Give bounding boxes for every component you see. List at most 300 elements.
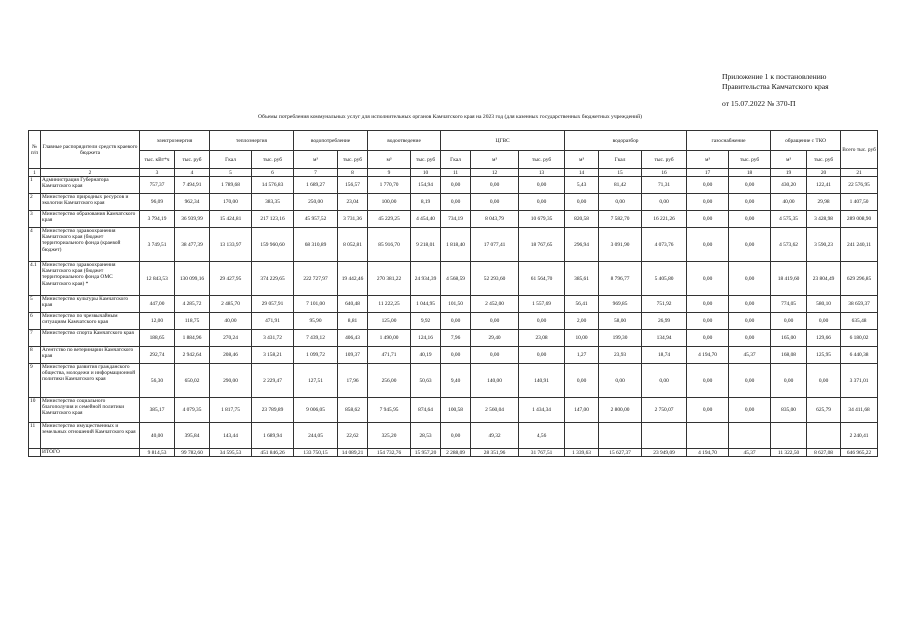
table-cell: 9,40 [441,364,471,398]
table-cell: 2 942,64 [175,347,210,364]
row-number: 1 [29,177,41,194]
table-cell: 130 099,16 [175,262,210,296]
table-cell: 447,00 [140,296,175,313]
row-number: 9 [29,364,41,398]
row-name: Агентство по ветеринарии Камчатского края [41,347,140,364]
table-cell: 0,00 [807,364,841,398]
row-name: Министерство здравоохранения Камчатского края (бюджет территориального фонда ОМС Камчатского края) * [41,262,140,296]
table-cell: 858,62 [338,398,368,423]
table-row [29,177,878,194]
table-cell: 2 485,70 [210,296,252,313]
row-name: Министерство имущественных и земельных отношений Камчатского края [41,423,140,449]
table-cell: 0,00 [771,313,807,330]
table-cell: 270,24 [210,330,252,347]
table-row [29,364,878,398]
table-cell: 10,00 [565,330,599,347]
table-cell: 40,00 [210,313,252,330]
table-cell: 751,92 [642,296,687,313]
table-cell: 29,98 [807,194,841,211]
table-cell: 650,02 [175,364,210,398]
table-cell: 1,27 [565,347,599,364]
table-cell: 4 568,59 [441,262,471,296]
table-cell: 17 077,41 [471,228,519,262]
table-cell: 2 288,09 [441,449,471,457]
table-cell: 0,00 [729,330,771,347]
table-cell: 122,41 [807,177,841,194]
table-cell [807,423,841,449]
table-cell: 270 381,22 [368,262,411,296]
table-cell: 471,71 [368,347,411,364]
unit-header: м³ [565,151,599,169]
table-cell: 406,43 [338,330,368,347]
table-cell: 0,00 [565,364,599,398]
table-cell: 1 339,63 [565,449,599,457]
table-cell: 0,00 [807,313,841,330]
row-name: Министерство спорта Камчатского края [41,330,140,347]
table-cell: 11 222,25 [368,296,411,313]
table-cell: 4 454,40 [411,211,441,228]
table-cell [642,423,687,449]
table-cell: 199,30 [599,330,642,347]
table-cell: 629 296,85 [841,262,878,296]
table-cell: 18 419,60 [771,262,807,296]
table-cell: 100,58 [441,398,471,423]
table-cell: 14 576,83 [252,177,294,194]
row-number: 11 [29,423,41,449]
table-cell: 23,93 [599,347,642,364]
table-cell: 140,00 [471,364,519,398]
unit-header: м³ [687,151,729,169]
table-cell: 124,16 [411,330,441,347]
table-cell: 2,00 [565,313,599,330]
table-cell: 374 229,65 [252,262,294,296]
table-cell: 5,43 [565,177,599,194]
table-cell: 292,74 [140,347,175,364]
group-header: теплоэнергия [210,131,294,151]
table-cell: 23 949,09 [642,449,687,457]
table-cell: 0,00 [642,194,687,211]
table-cell: 8 052,81 [338,228,368,262]
row-name: Министерство по чрезвычайным ситуациям Камчатского края [41,313,140,330]
table-cell: 0,00 [687,296,729,313]
table-cell: 244,05 [294,423,338,449]
table-cell: 0,00 [771,364,807,398]
column-number: 2 [41,169,140,177]
table-cell: 22 576,95 [841,177,878,194]
table-cell: 0,00 [729,364,771,398]
table-cell: 3 749,51 [140,228,175,262]
column-number-row [29,169,878,177]
group-header: водоотведение [368,131,441,151]
table-cell: 4 079,35 [175,398,210,423]
group-header: водопотребление [294,131,368,151]
row-number: 8 [29,347,41,364]
column-number: 12 [471,169,519,177]
table-cell: 0,00 [687,211,729,228]
table-cell: 4 575,35 [771,211,807,228]
table-cell: 1 044,95 [411,296,441,313]
table-cell: 0,00 [471,177,519,194]
table-cell: 8,81 [338,313,368,330]
table-cell: 19 442,46 [338,262,368,296]
table-cell: 0,00 [687,330,729,347]
table-cell: 38 659,37 [841,296,878,313]
table-cell: 0,00 [729,262,771,296]
table-cell: 2 800,00 [599,398,642,423]
column-number: 14 [565,169,599,177]
table-cell: 23,08 [519,330,565,347]
table-cell: 8,19 [411,194,441,211]
table-cell: 56,30 [140,364,175,398]
row-name: Министерство образования Камчатского края [41,211,140,228]
row-name: Министерство здравоохранения Камчатского края (бюджет территориального фонда (краевой бюджет) [41,228,140,262]
table-cell: 14 089,21 [338,449,368,457]
table-cell: 188,65 [140,330,175,347]
table-cell: 45 229,25 [368,211,411,228]
unit-header: тыс. руб [338,151,368,169]
row-number: 10 [29,398,41,423]
table-cell: 38 477,39 [175,228,210,262]
table-cell: 50,63 [411,364,441,398]
table-cell: 0,00 [687,177,729,194]
table-cell: 1 490,00 [368,330,411,347]
table-cell: 3 794,19 [140,211,175,228]
table-cell: 0,00 [729,211,771,228]
table-cell: 2 240,41 [841,423,878,449]
row-number: 5 [29,296,41,313]
table-cell: 100,00 [368,194,411,211]
table-cell: 580,10 [807,296,841,313]
table-cell: 95,90 [294,313,338,330]
header-line-3: от 15.07.2022 № 370-П [722,99,796,108]
table-cell: 241 240,11 [841,228,878,262]
table-cell: 109,37 [338,347,368,364]
table-cell: 9 218,01 [411,228,441,262]
table-cell: 4 194,70 [687,347,729,364]
table-cell: 3 431,72 [252,330,294,347]
unit-header: м³ [368,151,411,169]
table-cell: 101,50 [441,296,471,313]
unit-header: тыс. руб [411,151,441,169]
table-cell: 290,00 [210,364,252,398]
table-row [29,449,878,457]
table-cell: 0,00 [642,364,687,398]
table-cell: 7,96 [441,330,471,347]
table-cell: 0,00 [519,194,565,211]
table-cell: 71,31 [642,177,687,194]
group-header: газоснабжение [687,131,771,151]
table-cell: 6 180,02 [841,330,878,347]
table-cell: 29,40 [471,330,519,347]
row-name: Министерство развития гражданского общества, молодежи и информационной политики Камчатского края [41,364,140,398]
table-cell: 835,00 [771,398,807,423]
table-cell: 0,00 [441,313,471,330]
table-cell: 1 818,40 [441,228,471,262]
table-cell: 29 057,91 [252,296,294,313]
row-number [29,449,41,457]
table-cell: 40,00 [771,194,807,211]
table-cell: 52 293,60 [471,262,519,296]
table-cell: 26,99 [642,313,687,330]
table-cell: 29 427,95 [210,262,252,296]
table-cell: 8 796,77 [599,262,642,296]
table-cell: 3 158,21 [252,347,294,364]
unit-header: тыс. руб [519,151,565,169]
table-cell [729,423,771,449]
table-cell: 159 960,60 [252,228,294,262]
table-cell: 7 582,70 [599,211,642,228]
table-cell: 625,79 [807,398,841,423]
table-cell: 0,00 [687,194,729,211]
unit-header: тыс. руб [642,151,687,169]
column-number: 3 [140,169,175,177]
table-cell: 0,00 [471,347,519,364]
table-cell: 45,37 [729,449,771,457]
table-cell: 34 411,68 [841,398,878,423]
table-cell: 170,00 [210,194,252,211]
table-cell: 5 405,80 [642,262,687,296]
table-cell: 9,92 [411,313,441,330]
table-cell: 85 916,70 [368,228,411,262]
table-cell: 7 945,95 [368,398,411,423]
group-header: обращение с ТКО [771,131,841,151]
table-cell: 1 099,72 [294,347,338,364]
column-number: 8 [338,169,368,177]
table-cell: 1 689,27 [294,177,338,194]
table-cell: 154,94 [411,177,441,194]
table-cell: 296,94 [565,228,599,262]
column-number: 7 [294,169,338,177]
column-number: 5 [210,169,252,177]
table-cell: 68 310,89 [294,228,338,262]
column-number: 21 [841,169,878,177]
row-name: ИТОГО [41,449,140,457]
column-number: 13 [519,169,565,177]
unit-header: Гкал [441,151,471,169]
table-cell: 0,00 [687,262,729,296]
column-number: 20 [807,169,841,177]
row-name: Администрация Губернатора Камчатского края [41,177,140,194]
table-cell: 15 957,20 [411,449,441,457]
table-cell: 28,53 [411,423,441,449]
table-cell: 0,00 [599,364,642,398]
unit-header: м³ [471,151,519,169]
table-cell: 6 440,38 [841,347,878,364]
table-cell: 1 407,50 [841,194,878,211]
table-row [29,211,878,228]
table-cell [687,423,729,449]
column-number: 18 [729,169,771,177]
table-cell: 125,95 [807,347,841,364]
unit-header: Гкал [599,151,642,169]
table-cell: 140,91 [519,364,565,398]
table-cell: 0,00 [729,296,771,313]
table-cell: 13 133,97 [210,228,252,262]
table-cell: 1 884,96 [175,330,210,347]
table-cell: 0,00 [729,177,771,194]
table-cell: 385,61 [565,262,599,296]
table-cell: 40,19 [411,347,441,364]
table-cell: 0,00 [687,313,729,330]
table-cell: 118,75 [175,313,210,330]
table-cell: 451 846,26 [252,449,294,457]
table-cell: 2 452,00 [471,296,519,313]
table-cell: 15 627,37 [599,449,642,457]
table-cell: 757,37 [140,177,175,194]
column-number: 17 [687,169,729,177]
row-name: Министерство природных ресурсов и экологии Камчатского края [41,194,140,211]
table-cell: 0,00 [729,228,771,262]
table-cell: 0,00 [687,364,729,398]
table-cell: 15 424,81 [210,211,252,228]
table-cell: 49,32 [471,423,519,449]
table-cell: 325,20 [368,423,411,449]
table-cell: 56,41 [565,296,599,313]
table-cell: 0,00 [471,194,519,211]
group-header: водоразбор [565,131,687,151]
table-cell: 0,00 [687,228,729,262]
table-cell: 289 008,90 [841,211,878,228]
table-cell: 22,62 [338,423,368,449]
table-cell: 3 371,01 [841,364,878,398]
table-cell: 31 767,51 [519,449,565,457]
table-cell: 1 770,70 [368,177,411,194]
table-cell: 0,00 [687,398,729,423]
table-cell: 250,00 [294,194,338,211]
row-name: Министерство социального благополучия и семейной политики Камчатского края [41,398,140,423]
unit-header: тыс. руб [729,151,771,169]
table-cell: 471,91 [252,313,294,330]
table-cell: 3 731,36 [338,211,368,228]
col-name-header: Главные распорядители средств краевого бюджета [41,131,140,169]
table-cell: 3 428,98 [807,211,841,228]
table-cell: 734,19 [441,211,471,228]
table-cell: 0,00 [441,423,471,449]
table-row [29,423,878,449]
table-cell: 147,00 [565,398,599,423]
unit-header: Гкал [210,151,252,169]
table-row [29,398,878,423]
table-cell: 17,96 [338,364,368,398]
table-cell: 8 627,08 [807,449,841,457]
table-cell: 18,74 [642,347,687,364]
table-cell: 0,00 [729,194,771,211]
table-cell: 9 006,05 [294,398,338,423]
table-cell [771,423,807,449]
table-cell: 774,05 [771,296,807,313]
table-cell: 820,58 [565,211,599,228]
table-cell: 1 434,34 [519,398,565,423]
column-number: 16 [642,169,687,177]
group-header: электроэнергия [140,131,210,151]
table-row [29,313,878,330]
table-cell: 7 494,91 [175,177,210,194]
total-header: Всего тыс. руб [841,131,878,169]
table-cell: 2 750,07 [642,398,687,423]
table-cell: 962,34 [175,194,210,211]
table-cell: 3 590,23 [807,228,841,262]
table-cell: 134,94 [642,330,687,347]
header-row-groups [29,131,878,151]
table-cell: 0,00 [519,177,565,194]
table-cell: 4 573,62 [771,228,807,262]
row-name: Министерство культуры Камчатского края [41,296,140,313]
table-cell: 7 439,12 [294,330,338,347]
table-cell: 125,00 [368,313,411,330]
unit-header: тыс. руб [807,151,841,169]
row-number: 4.1 [29,262,41,296]
row-number: 4 [29,228,41,262]
table-cell: 646 965,22 [841,449,878,457]
header-line-2: Правительства Камчатского края [722,82,829,91]
unit-header: тыс. кВт*ч [140,151,175,169]
table-cell: 2 560,04 [471,398,519,423]
table-cell: 133 750,15 [294,449,338,457]
table-cell: 61 564,70 [519,262,565,296]
table-cell: 12 843,53 [140,262,175,296]
column-number: 11 [441,169,471,177]
table-cell: 58,00 [599,313,642,330]
row-number: 7 [29,330,41,347]
unit-header: тыс. руб [175,151,210,169]
table-cell: 635,48 [841,313,878,330]
table-cell: 12,00 [140,313,175,330]
column-number: 19 [771,169,807,177]
table-cell: 127,51 [294,364,338,398]
table-cell [565,423,599,449]
table-cell: 9 814,53 [140,449,175,457]
table-cell: 40,00 [140,423,175,449]
table-cell: 0,00 [565,194,599,211]
table-cell: 874,64 [411,398,441,423]
table-cell: 1 557,69 [519,296,565,313]
table-cell: 0,00 [441,347,471,364]
table-cell: 1 817,75 [210,398,252,423]
table-cell: 385,17 [140,398,175,423]
table-cell: 8 043,79 [471,211,519,228]
row-number: 2 [29,194,41,211]
table-cell: 99 782,60 [175,449,210,457]
table-cell: 24 934,39 [411,262,441,296]
table-cell: 143,44 [210,423,252,449]
table-cell: 4,56 [519,423,565,449]
row-number: 3 [29,211,41,228]
table-cell: 383,35 [252,194,294,211]
table-cell: 4 073,76 [642,228,687,262]
table-cell: 969,85 [599,296,642,313]
table-cell: 168,08 [771,347,807,364]
table-cell: 0,00 [729,398,771,423]
table-cell: 640,48 [338,296,368,313]
table-cell: 45,37 [729,347,771,364]
column-number: 15 [599,169,642,177]
table-cell: 165,00 [771,330,807,347]
table-cell: 395,84 [175,423,210,449]
table-cell: 1 689,94 [252,423,294,449]
table-cell: 256,00 [368,364,411,398]
table-cell: 0,00 [441,194,471,211]
table-cell: 4 194,70 [687,449,729,457]
table-cell: 0,00 [599,194,642,211]
table-cell: 34 595,53 [210,449,252,457]
table-cell: 0,00 [519,313,565,330]
table-cell: 430,20 [771,177,807,194]
column-number: 6 [252,169,294,177]
table-cell: 156,57 [338,177,368,194]
consumption-table [28,130,878,457]
table-cell: 0,00 [729,313,771,330]
table-cell: 10 679,35 [519,211,565,228]
